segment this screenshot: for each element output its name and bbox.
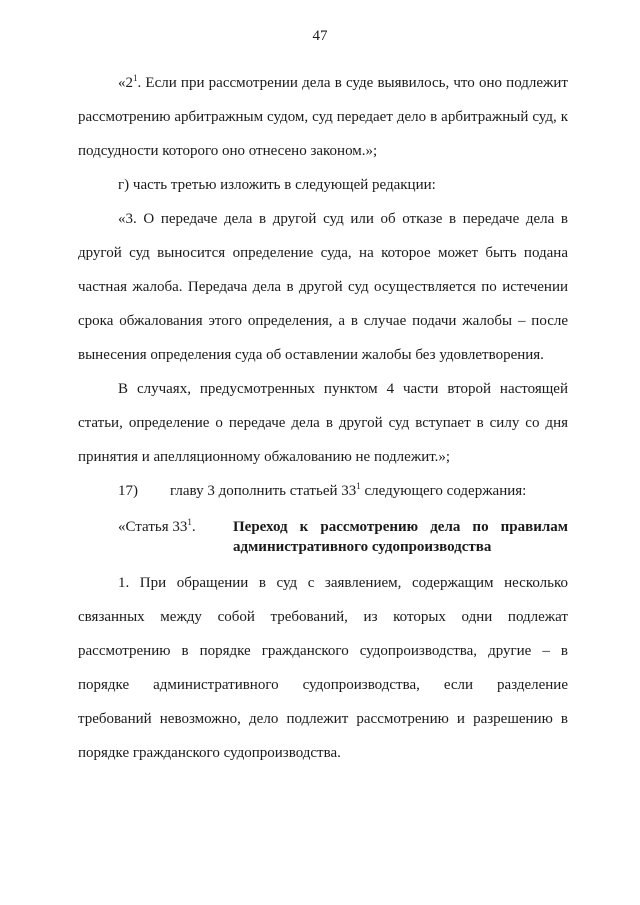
paragraph-cases: В случаях, предусмотренных пунктом 4 части второй настоящей статьи, определение о передаче дела в другой суд вступает в силу со дня принятия и апелляционному обжалованию не подлежит.»; [78,381,568,465]
text-line: рассмотрению в порядке гражданского судопроизводства, другие – в [78,643,568,659]
article-label [118,517,233,557]
paragraph-g: г) часть третью изложить в следующей редакции: [118,177,436,193]
document-body [78,66,568,770]
paragraph-2-1 [78,66,568,168]
text-line: связанных между собой требований, из которых одни подлежат [78,609,568,625]
paragraph-3: «3. О передаче дела в другой суд или об отказе в передаче дела в другой суд выносится определение суда, на которое может быть подана частная жалоба. Передача дела в другой суд осуществляется по истечении срока обжалования этого определения, а в случае подачи жалобы – после вынесения определения суда об оставлении жалобы без удовлетворения. [78,211,568,363]
text-line: порядке административного судопроизводства, если разделение [78,677,568,693]
item-text: главу 3 дополнить статьей 33 [170,483,357,499]
article-label-dot: . [191,519,196,535]
superscript: 1 [356,481,361,491]
list-item-17 [78,474,568,508]
text-line: требований невозможно, дело подлежит рассмотрению и разрешению в [78,711,568,727]
item-text-end: следующего содержания: [360,483,527,499]
text-line: 1. При обращении в суд с заявлением, содержащим несколько [118,575,568,591]
page-number: 47 [312,28,328,44]
paragraph-2-1-lead: «2 [118,75,133,91]
text-line: порядке гражданского судопроизводства. [78,745,341,761]
article-label-text: «Статья 33 [118,519,188,535]
article-heading [78,510,568,566]
superscript: 1 [133,73,138,83]
paragraph-article-1 [78,566,568,770]
article-title: Переход к рассмотрению дела по правилам административного судопроизводства [233,519,568,555]
superscript: 1 [187,517,192,527]
item-number: 17) [118,483,138,499]
paragraph-2-1-text: . Если при рассмотрении дела в суде выявилось, что оно подлежит рассмотрению арбитражным судом, суд передает дело в арбитражный суд, к подсудности которого оно отнесено законом.»; [78,75,568,159]
